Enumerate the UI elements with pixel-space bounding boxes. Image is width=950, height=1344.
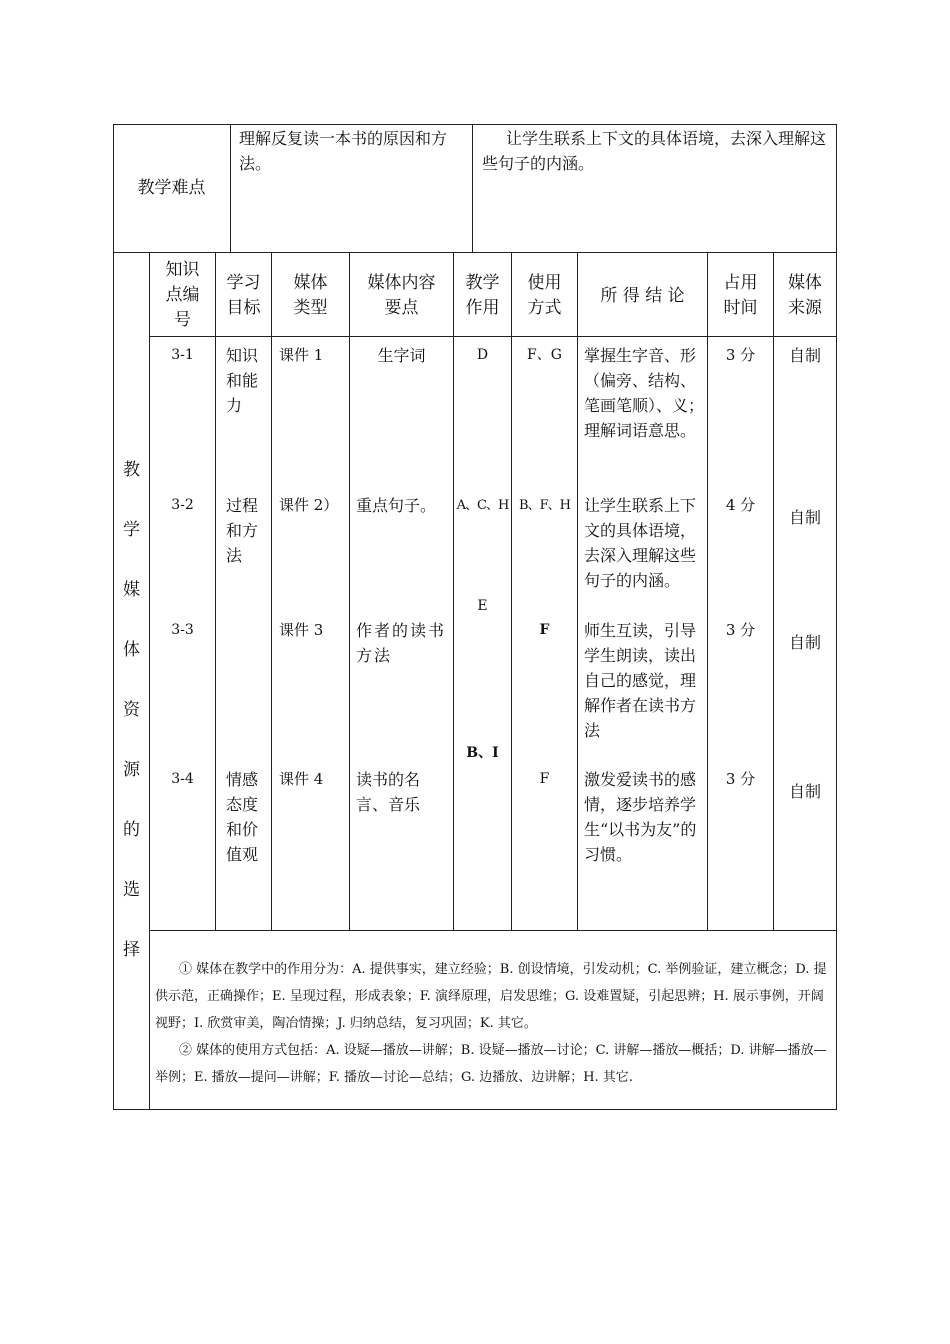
row-conclusion: 掌握生字音、形（偏旁、结构、笔画笔顺）、义；理解词语意思。 [584,346,705,440]
row-media-type: 课件 1 [279,346,324,364]
table-border-top [113,124,837,125]
row-content: 作者的读书方法 [356,621,447,665]
row-media-type: 课件 4 [279,770,324,788]
header-line: 媒体 [788,273,822,293]
row-content: 重点句子。 [356,496,437,515]
header-line: 教学 [465,273,500,293]
divider [230,124,231,252]
section-char: 源 [123,760,140,780]
row-role: A、C、H [456,498,509,513]
section-char: 媒 [123,580,140,600]
header-line: 媒体 [293,273,328,293]
row-goal: 情感态度和价值观 [226,770,259,864]
row-time: 3 分 [725,346,756,364]
header-time [708,271,773,321]
section-char: 择 [123,940,140,960]
header-teaching-role [454,271,511,321]
header-line: 类型 [293,298,328,318]
row-time: 4 分 [725,496,756,514]
divider [215,252,216,930]
row-goal: 知识和能力 [226,346,259,415]
difficulty-right-text: 让学生联系上下文的具体语境，去深入理解这些句子的内涵。 [482,129,827,173]
header-knowledge-point [150,258,215,333]
header-line: 方式 [527,298,562,318]
row-id: 3-2 [171,497,194,513]
notes-block [155,956,829,1091]
section-char: 选 [123,880,140,900]
header-line: 来源 [788,298,822,318]
row-usage: F [539,622,550,638]
row-content: 生字词 [377,346,426,365]
section-label [113,440,150,980]
divider [149,930,837,931]
divider [149,336,837,337]
table-border-bottom [113,1109,837,1110]
note-teaching-role: ① 媒体在教学中的作用分为：A. 提供事实，建立经验；B. 创设情境，引发动机；C. 举例验证，建立概念；D. 提供示范，正确操作；E. 呈现过程，形成表象；F. 演绎原理，启发思维；G. 设难置疑，引起思辨；H. 展示事例，开阔视野；I. 欣赏审美，陶冶情操；J. 归纳总结，复习巩固；K. 其它。 [155,962,827,1031]
header-conclusion: 所 得 结 论 [600,286,685,306]
header-goal [216,271,271,321]
row-id: 3-1 [171,347,194,363]
header-line: 点编 [165,285,200,305]
header-line: 号 [174,310,191,330]
row-media-type: 课件 2） [279,496,339,514]
header-line: 学习 [226,273,261,293]
header-media-type [272,271,349,321]
section-char: 的 [123,820,140,840]
row-source: 自制 [788,346,821,365]
header-line: 使用 [527,273,562,293]
row-goal: 过程和方法 [226,496,259,565]
row-role: B、I [466,745,499,761]
row-conclusion: 激发爱读书的感情，逐步培养学生“以书为友”的习惯。 [584,770,697,864]
row-id: 3-4 [171,771,194,787]
header-line: 时间 [723,298,758,318]
divider [113,252,837,253]
section-char: 体 [123,640,140,660]
header-usage [512,271,577,321]
divider [577,252,578,930]
header-line: 作用 [465,298,500,318]
difficulty-left-text: 理解反复读一本书的原因和方法。 [239,129,448,173]
row-source: 自制 [788,508,821,527]
note-usage: ② 媒体的使用方式包括：A. 设疑—播放—讲解；B. 设疑—播放—讨论；C. 讲解—播放—概括；D. 讲解—播放—举例；E. 播放—提问—讲解；F. 播放—讨论—总结；G. 边播放、边讲解；H. 其它. [155,1043,827,1085]
header-line: 目标 [226,298,261,318]
header-line: 要点 [384,298,419,318]
header-line: 占用 [723,273,758,293]
table-border-right [836,124,837,1110]
row-role: E [477,598,488,614]
row-source: 自制 [788,782,821,801]
row-usage: F、G [527,347,562,363]
row-role: D [476,347,489,363]
section-char: 学 [123,520,140,540]
header-source [774,271,836,321]
row-time: 3 分 [725,770,756,788]
row-content: 读书的名言、音乐 [356,770,421,814]
media-resource-table [113,124,837,1110]
divider [271,252,272,930]
section-char: 资 [123,700,140,720]
header-media-content [350,271,453,321]
row-conclusion: 让学生联系上下文的具体语境，去深入理解这些句子的内涵。 [584,496,697,590]
divider [472,124,473,252]
row-id: 3-3 [171,622,194,638]
row-usage: B、F、H [519,498,570,513]
row-conclusion: 师生互读，引导学生朗读，读出自己的感觉，理解作者在读书方法 [584,621,697,740]
row-time: 3 分 [725,621,756,639]
row-media-type: 课件 3 [279,621,324,639]
row-source: 自制 [788,633,821,652]
row-usage: F [539,771,550,787]
header-line: 媒体内容 [367,273,436,293]
header-line: 知识 [165,260,200,280]
section-char: 教 [123,460,140,480]
difficulty-label: 教学难点 [137,178,206,198]
